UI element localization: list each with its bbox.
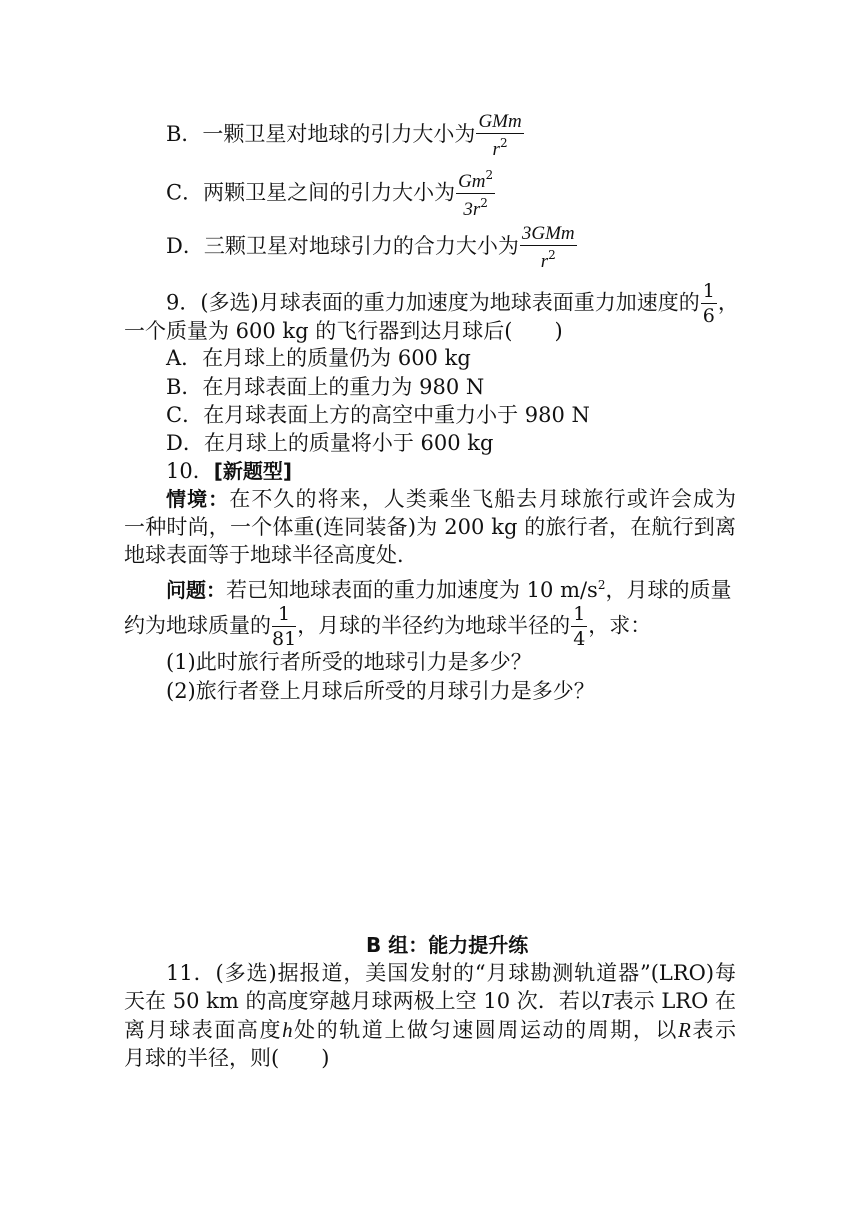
section-b-title: B 组：能力提升练 bbox=[366, 933, 529, 957]
question-label: 问题： bbox=[166, 578, 226, 602]
q8-option-b-fraction: $\frac{\text{GMm}}{r^2}$ bbox=[478, 111, 522, 160]
frac-denominator: 4 bbox=[573, 628, 586, 650]
frac-numerator: 3GMm bbox=[521, 223, 575, 244]
q8-option-c bbox=[166, 169, 496, 219]
q8-option-d-text: D．三颗卫星对地球引力的合力大小为 bbox=[166, 234, 519, 258]
q8-option-d bbox=[166, 224, 578, 271]
q9-fraction bbox=[701, 282, 717, 326]
q8-option-c-fraction: $\frac{Gm^2}{3r^2}$ bbox=[458, 168, 494, 220]
q11-text-a: 离月球表面高度 bbox=[124, 1018, 283, 1042]
q9-stem-line2: 一个质量为 600 kg 的飞行器到达月球后( ) bbox=[124, 319, 563, 343]
q10-subquestion-1: (1)此时旅行者所受的地球引力是多少？ bbox=[166, 650, 532, 674]
q8-option-d-fraction: $\frac{\text{3GMm}}{r^2}$ bbox=[521, 223, 575, 272]
q10-question-line1: 问题：若已知地球表面的重力加速度为 10 $m/s^2$，月球的质量 bbox=[166, 578, 732, 602]
q10-subquestion-2: (2)旅行者登上月球后所受的月球引力是多少？ bbox=[166, 679, 595, 703]
q11-text-c: 表示 bbox=[690, 1018, 737, 1042]
q9-option-b: B．在月球表面上的重力为 980 N bbox=[166, 375, 485, 399]
q10-number: 10． bbox=[166, 459, 214, 483]
q9-option-a: A．在月球上的质量仍为 600 kg bbox=[166, 346, 471, 370]
mass-ratio-fraction bbox=[272, 605, 296, 649]
period-symbol: T bbox=[600, 989, 613, 1013]
q10-situation-line3: 地球表面等于地球半径高度处． bbox=[124, 543, 418, 567]
frac-denominator: r bbox=[540, 251, 549, 272]
q11-text-b: 处的轨道上做匀速圆周运动的周期，以 bbox=[292, 1018, 679, 1042]
situation-text: 在不久的将来，人类乘坐飞船去月球旅行或许会成为 bbox=[229, 487, 737, 511]
frac-denominator: 3r bbox=[463, 199, 481, 220]
frac-numerator: 1 bbox=[702, 280, 715, 302]
frac-denominator: 6 bbox=[702, 305, 715, 327]
q9-stem-tail: ， bbox=[717, 290, 739, 315]
q8-option-c-text: C．两颗卫星之间的引力大小为 bbox=[166, 180, 456, 205]
frac-numerator: Gm bbox=[458, 171, 486, 192]
q10-tag: [新题型] bbox=[213, 459, 293, 483]
frac-numerator: 1 bbox=[272, 605, 296, 627]
q11-text: 天在 50 km 的高度穿越月球两极上空 10 次．若以 bbox=[124, 989, 601, 1013]
q10-situation-line2: 一种时尚，一个体重(连同装备)为 200 kg 的旅行者，在航行到离 bbox=[124, 515, 736, 539]
q10-situation-line1 bbox=[166, 484, 736, 514]
q11-text-end: 表示 LRO 在 bbox=[612, 989, 736, 1013]
frac-denominator: r bbox=[492, 139, 500, 160]
situation-label: 情境： bbox=[166, 487, 230, 511]
q10-question-line2 bbox=[124, 605, 651, 649]
q10-title bbox=[166, 456, 292, 486]
q9-option-c: C．在月球表面上方的高空中重力小于 980 N bbox=[166, 403, 590, 427]
question-text-c: ，求： bbox=[588, 613, 652, 638]
question-text: 若已知地球表面的重力加速度为 10 m/s bbox=[226, 578, 598, 602]
q9-option-d: D．在月球上的质量将小于 600 kg bbox=[166, 431, 494, 455]
q8-option-b bbox=[166, 112, 525, 159]
q11-line4: 月球的半径，则( ) bbox=[124, 1046, 330, 1070]
question-text-b: ，月球的半径约为地球半径的 bbox=[297, 613, 571, 638]
q11-line1: 11．(多选)据报道，美国发射的“月球勘测轨道器”(LRO)每 bbox=[166, 961, 736, 985]
frac-denominator: 81 bbox=[272, 628, 297, 650]
question-text-end: ，月球的质量 bbox=[605, 578, 732, 602]
radius-symbol: R bbox=[678, 1018, 691, 1042]
q11-line3 bbox=[124, 1015, 736, 1045]
q9-stem-text: 9．(多选)月球表面的重力加速度为地球表面重力加速度的 bbox=[166, 290, 700, 315]
frac-numerator: GMm bbox=[478, 111, 522, 132]
frac-numerator: 1 bbox=[573, 603, 586, 625]
q11-line2 bbox=[124, 986, 736, 1016]
height-symbol: h bbox=[282, 1018, 293, 1042]
radius-ratio-fraction bbox=[571, 605, 587, 649]
q8-option-b-text: B．一颗卫星对地球的引力大小为 bbox=[166, 122, 476, 146]
question-text-a: 约为地球质量的 bbox=[124, 613, 271, 638]
